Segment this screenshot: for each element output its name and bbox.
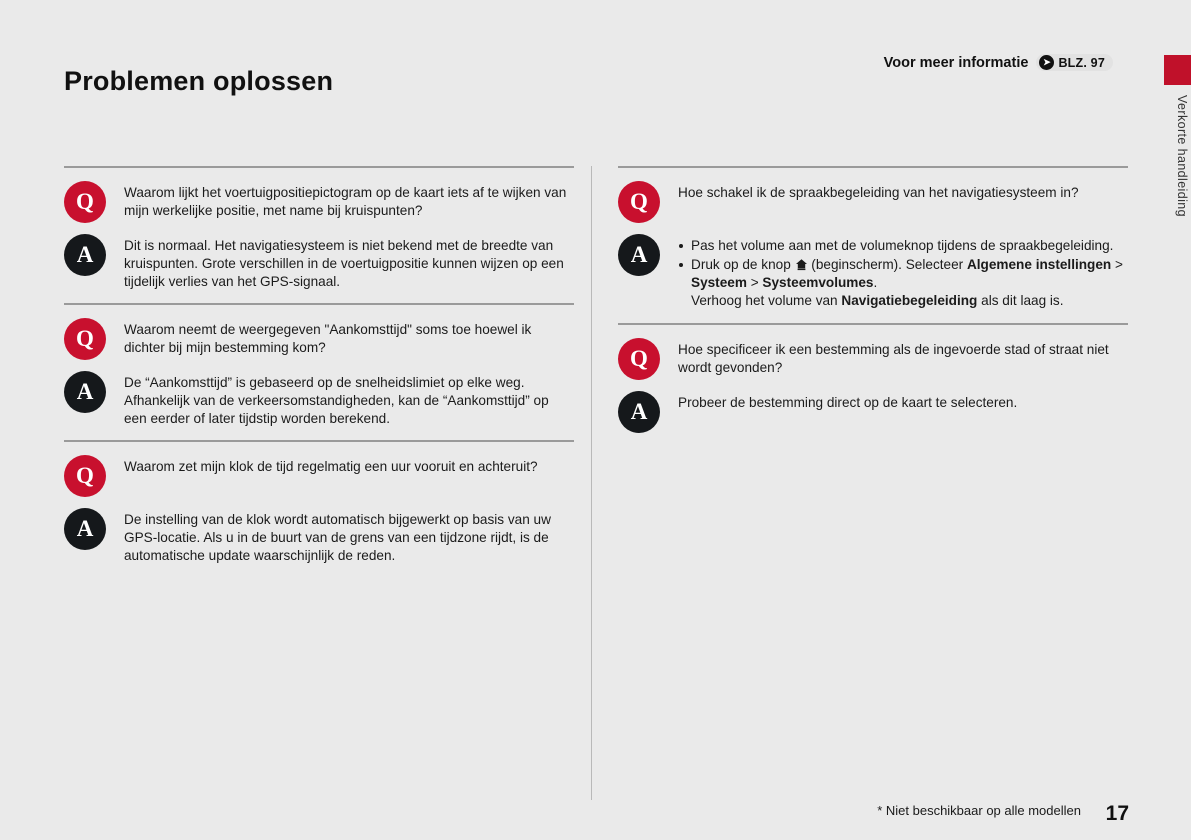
question-text: Waarom neemt de weergegeven "Aankomsttijd" soms toe hoewel ik dichter bij mijn bestemming kom? bbox=[124, 321, 532, 355]
content-columns bbox=[64, 166, 1128, 576]
right-column bbox=[618, 166, 1128, 576]
answer-row bbox=[64, 499, 574, 575]
question-row bbox=[64, 174, 574, 223]
answer-row bbox=[618, 382, 1128, 443]
answer-bullet-item bbox=[678, 237, 1128, 255]
question-marker-icon: Q bbox=[618, 338, 660, 380]
qa-block bbox=[64, 440, 574, 575]
answer-marker-icon: A bbox=[618, 391, 660, 433]
answer-row bbox=[64, 225, 574, 301]
answer-text-fragment: (beginscherm). Selecteer bbox=[807, 256, 967, 272]
answer-text-fragment: Verhoog het volume van bbox=[691, 292, 842, 308]
answer-text-fragment: . bbox=[873, 274, 878, 290]
question-marker-icon: Q bbox=[618, 181, 660, 223]
home-icon bbox=[795, 258, 808, 271]
question-row bbox=[618, 174, 1128, 223]
answer-text: Probeer de bestemming direct op de kaart te selecteren. bbox=[678, 394, 1018, 410]
answer-text: De instelling van de klok wordt automatisch bijgewerkt op basis van uw GPS-locatie. Als u in de buurt van de grens van een tijdzone rijdt, is de automatische update waarschijnlijk de reden. bbox=[124, 511, 551, 563]
qa-block bbox=[64, 303, 574, 438]
question-text: Hoe specificeer ik een bestemming als de ingevoerde stad of straat niet wordt gevonden? bbox=[678, 341, 1109, 375]
answer-bullet-item bbox=[678, 256, 1128, 310]
question-row bbox=[64, 311, 574, 360]
page-reference-badge[interactable] bbox=[1036, 54, 1113, 71]
question-marker-icon: Q bbox=[64, 181, 106, 223]
answer-text: Dit is normaal. Het navigatiesysteem is niet bekend met de breedte van kruispunten. Grote verschillen in de voertuigpositie kunnen wijzen op een tijdelijk verlies van het GPS-signaal. bbox=[124, 238, 564, 289]
question-text: Waarom zet mijn klok de tijd regelmatig een uur vooruit en achteruit? bbox=[124, 458, 538, 474]
page-number: 17 bbox=[1105, 802, 1129, 825]
menu-path-label: Systeemvolumes bbox=[762, 274, 874, 290]
footnote: * Niet beschikbaar op alle modellen bbox=[877, 803, 1081, 818]
answer-text-fragment: Pas het volume aan met de volumeknop tijdens de spraakbegeleiding. bbox=[691, 238, 1114, 253]
answer-text: De “Aankomsttijd” is gebaseerd op de snelheidslimiet op elke weg. Afhankelijk van de verkeersomstandigheden, kan de “Aankomsttijd” op een eerder of later tijdstip worden berekend. bbox=[124, 374, 549, 426]
answer-marker-icon: A bbox=[618, 234, 660, 276]
answer-marker-icon: A bbox=[64, 508, 106, 550]
answer-text-fragment: als dit laag is. bbox=[977, 292, 1064, 308]
answer-row bbox=[64, 362, 574, 438]
arrow-right-icon: ➤ bbox=[1039, 55, 1054, 70]
question-row bbox=[618, 331, 1128, 380]
left-column bbox=[64, 166, 574, 576]
menu-path-label: Systeem bbox=[691, 274, 747, 290]
question-marker-icon: Q bbox=[64, 318, 106, 360]
question-marker-icon: Q bbox=[64, 455, 106, 497]
page-reference-label: BLZ. 97 bbox=[1058, 55, 1105, 70]
menu-path-label: Navigatiebegeleiding bbox=[841, 292, 978, 308]
qa-block bbox=[64, 166, 574, 301]
answer-marker-icon: A bbox=[64, 234, 106, 276]
page-title: Problemen oplossen bbox=[64, 66, 334, 97]
answer-text bbox=[678, 234, 1128, 311]
answer-row bbox=[618, 225, 1128, 321]
more-info-reference bbox=[884, 54, 1113, 71]
question-text: Hoe schakel ik de spraakbegeleiding van het navigatiesysteem in? bbox=[678, 185, 1079, 200]
menu-path-label: Algemene instellingen bbox=[966, 256, 1112, 272]
qa-block bbox=[618, 323, 1128, 443]
more-info-label: Voor meer informatie bbox=[883, 54, 1029, 71]
answer-text-fragment: > bbox=[746, 274, 763, 290]
answer-bullet-list bbox=[678, 237, 1128, 310]
answer-text-fragment: Druk op de knop bbox=[691, 256, 795, 272]
qa-block bbox=[618, 166, 1128, 321]
answer-marker-icon: A bbox=[64, 371, 106, 413]
question-row bbox=[64, 448, 574, 497]
question-text: Waarom lijkt het voertuigpositiepictogram op de kaart iets af te wijken van mijn werkelijke positie, met name bij kruispunten? bbox=[124, 185, 567, 218]
section-tab-marker bbox=[1164, 55, 1191, 85]
section-tab-label: Verkorte handleiding bbox=[1175, 95, 1189, 217]
answer-text-fragment: > bbox=[1111, 256, 1123, 272]
